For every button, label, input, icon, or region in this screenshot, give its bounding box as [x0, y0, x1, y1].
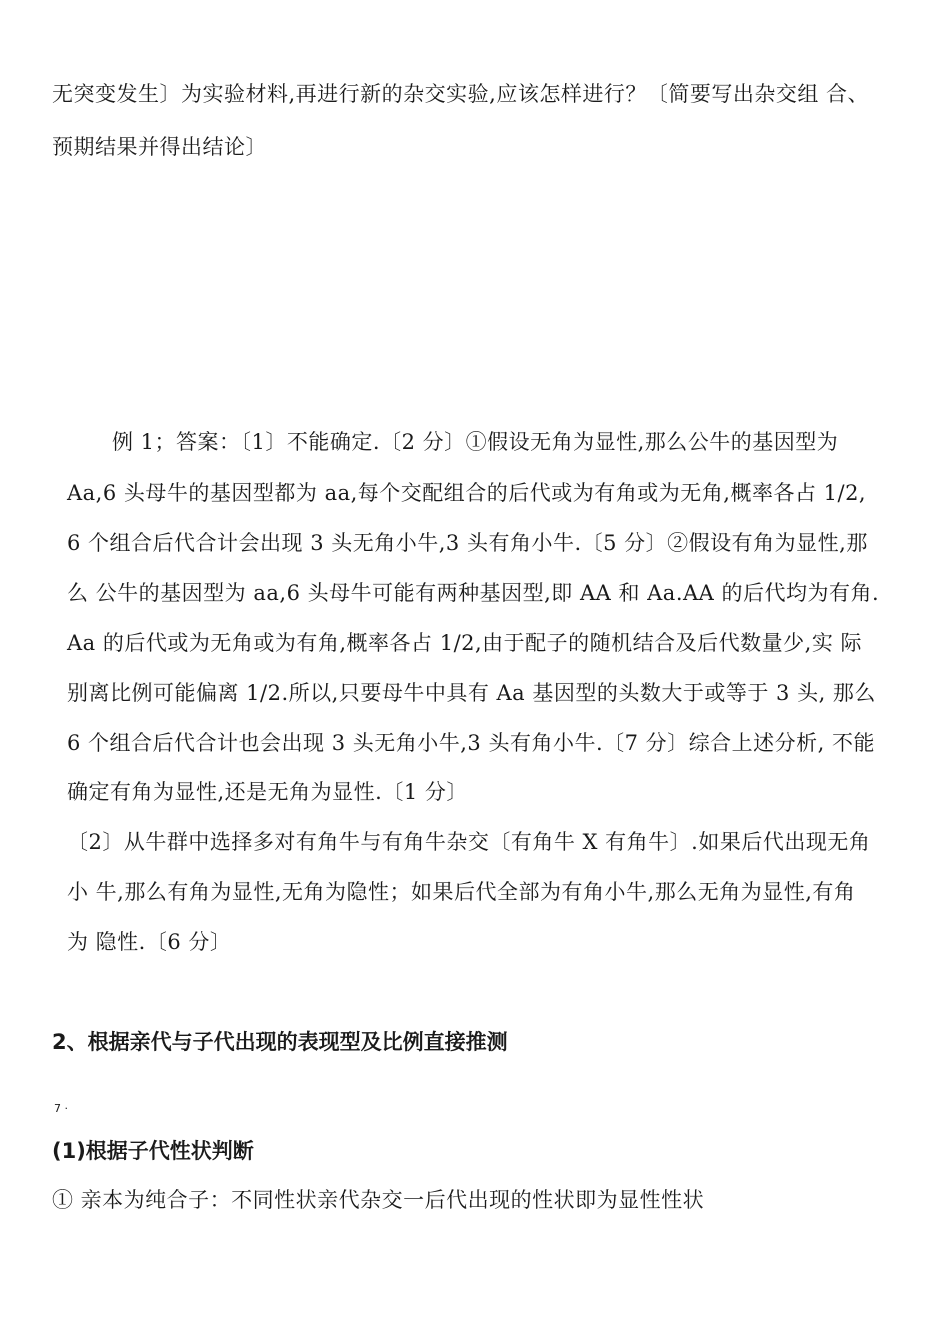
text-line: 〔2〕从牛群中选择多对有角牛与有角牛杂交〔有角牛 X 有角牛〕.如果后代出现无角	[67, 830, 871, 854]
section-heading: 2、根据亲代与子代出现的表现型及比例直接推测	[52, 1030, 508, 1054]
text-line: 确定有角为显性,还是无角为显性.〔1 分〕	[67, 780, 468, 804]
text-line: Aa,6 头母牛的基因型都为 aa,每个交配组合的后代或为有角或为无角,概率各占 1/2,	[67, 481, 867, 505]
text-line: 么 公牛的基因型为 aa,6 头母牛可能有两种基因型,即 AA 和 Aa.AA 的后代均为有角.	[67, 581, 880, 605]
text-line: 为 隐性.〔6 分〕	[67, 930, 232, 954]
subsection-heading: (1)根据子代性状判断	[52, 1139, 254, 1163]
text-line: 别离比例可能偏离 1/2.所以,只要母牛中具有 Aa 基因型的头数大于或等于 3 头, 那么	[67, 681, 876, 705]
text-line: 例 1；答案：〔1〕不能确定.〔2 分〕①假设无角为显性,那么公牛的基因型为	[112, 430, 839, 454]
text-line: Aa 的后代或为无角或为有角,概率各占 1/2,由于配子的随机结合及后代数量少,实 际	[67, 631, 863, 655]
text-line: 6 个组合后代合计会出现 3 头无角小牛,3 头有角小牛.〔5 分〕②假设有角为显性,那	[67, 531, 868, 555]
page-marker: 7 ·	[54, 1102, 68, 1115]
text-line: 无突变发生〕为实验材料,再进行新的杂交实验,应该怎样进行？〔简要写出杂交组 合、	[52, 82, 870, 106]
text-line: 小 牛,那么有角为显性,无角为隐性；如果后代全部为有角小牛,那么无角为显性,有角	[67, 880, 856, 904]
list-item: ① 亲本为纯合子：不同性状亲代杂交一后代出现的性状即为显性性状	[52, 1188, 705, 1212]
text-line: 6 个组合后代合计也会出现 3 头无角小牛,3 头有角小牛.〔7 分〕综合上述分析, 不能	[67, 731, 876, 755]
text-line: 预期结果并得出结论〕	[52, 135, 267, 159]
